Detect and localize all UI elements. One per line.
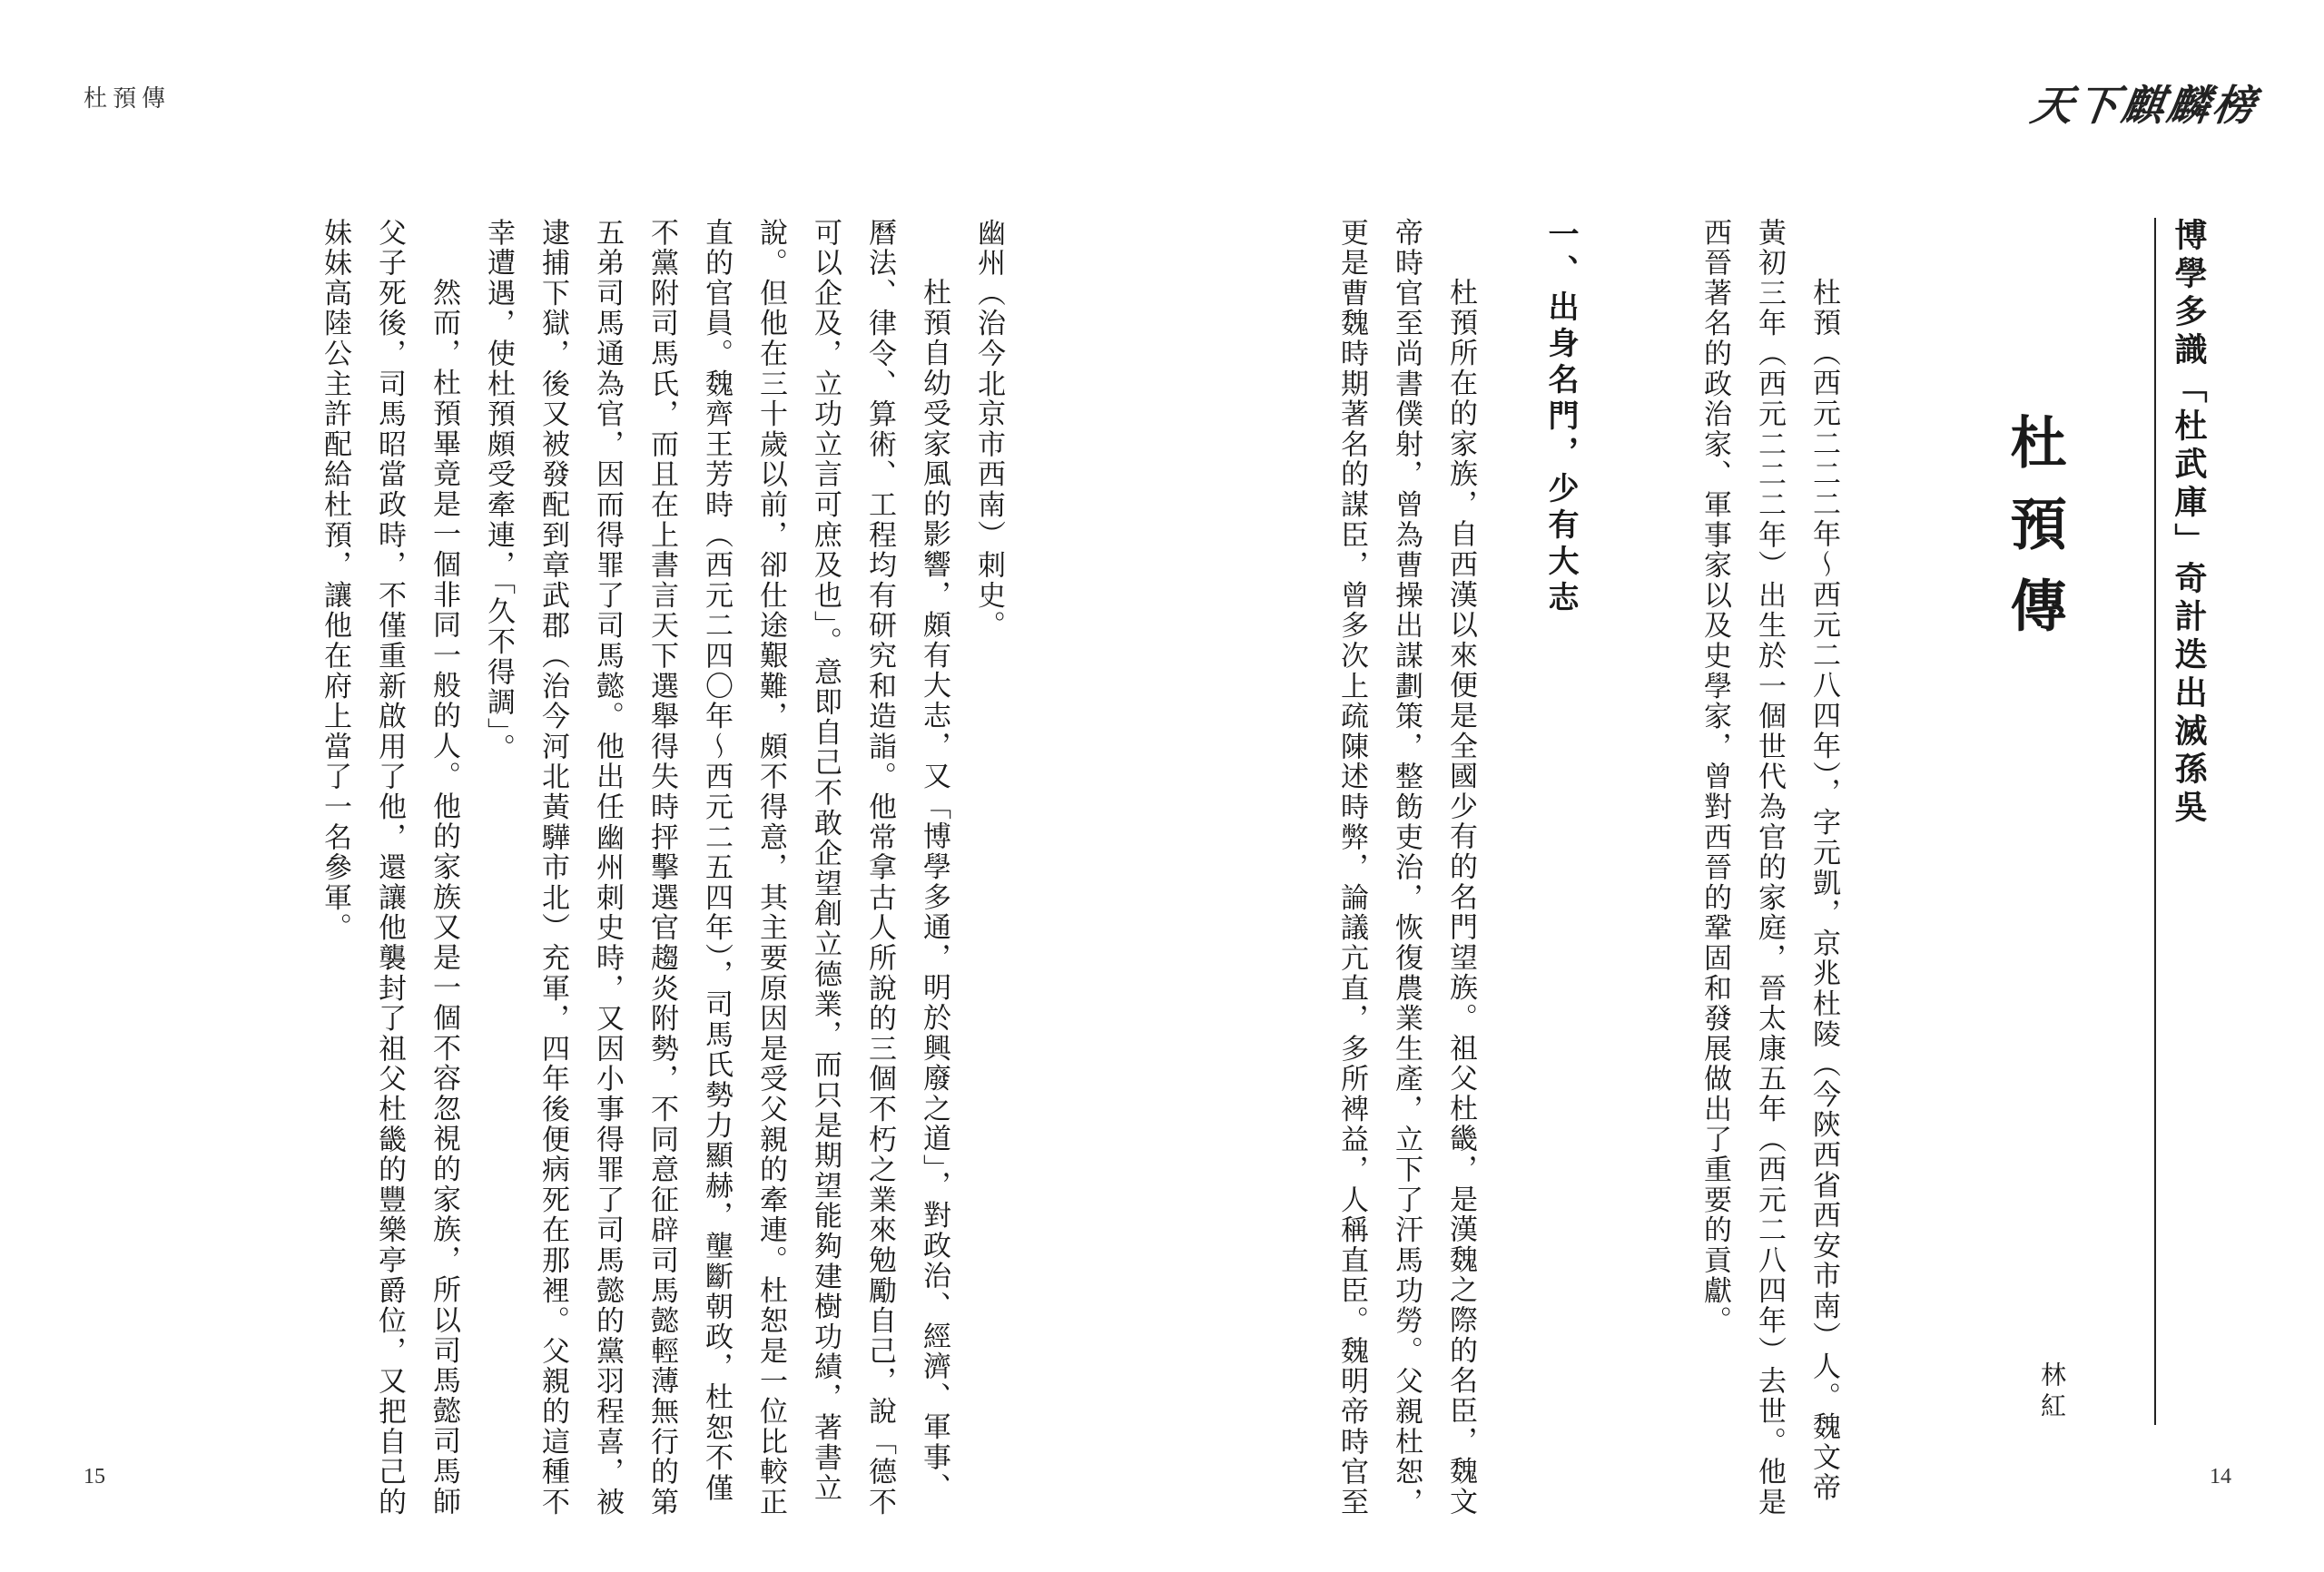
text-column bbox=[799, 218, 852, 1503]
text-column bbox=[1689, 218, 1741, 1336]
text-column bbox=[309, 218, 361, 943]
text-line: 帝時官至尚書僕射，曾為曹操出謀劃策，整飭吏治，恢復農業生產，立下了汗馬功勞。父親杜恕， bbox=[1390, 218, 1423, 1518]
text-line: 杜預自幼受家風的影響，頗有大志，又「博學多通，明於興廢之道」，對政治、經濟、軍事、 bbox=[918, 278, 950, 1503]
title-divider-line bbox=[2154, 218, 2156, 1425]
text-line: 逮捕下獄，後又被發配到章武郡（治今河北黃驊市北）充軍，四年後便病死在那裡。父親的這種不 bbox=[537, 218, 569, 1518]
text-line: 可以企及，立功立言可庶及也」。意即自己不敢企望創立德業，而只是期望能夠建樹功績，著書立 bbox=[809, 218, 842, 1504]
text-line: 幸遭遇，使杜預頗受牽連，「久不得調」。 bbox=[482, 218, 515, 764]
author-name: 林紅 bbox=[2037, 1361, 2067, 1423]
text-column bbox=[908, 218, 960, 1503]
text-line: 曆法、律令、算術、工程均有研究和造詣。他常拿古人所說的三個不朽之業來勉勵自己，說「德不 bbox=[863, 218, 896, 1518]
text-line: 黃初三年（西元二二二年）出生於一個世代為官的家庭，晉太康五年（西元二八四年）去世。他是 bbox=[1753, 218, 1786, 1518]
text-column bbox=[1325, 218, 1378, 1518]
text-line: 杜預（西元二二二年～西元二八四年），字元凱，京兆杜陵（今陝西省西安市南）人。魏文帝 bbox=[1807, 278, 1840, 1503]
text-line: 直的官員。魏齊王芳時（西元二四〇年～西元二五四年），司馬氏勢力顯赫，壟斷朝政，杜恕不僅 bbox=[700, 218, 733, 1504]
text-line: 然而，杜預畢竟是一個非同一般的人。他的家族又是一個不容忽視的家族，所以司馬懿司馬師 bbox=[428, 278, 460, 1518]
text-column bbox=[853, 218, 906, 1518]
text-column bbox=[1380, 218, 1433, 1518]
text-column bbox=[527, 218, 579, 1518]
text-line: 父子死後，司馬昭當政時，不僅重新啟用了他，還讓他襲封了祖父杜畿的豐樂亭爵位，又把自己的 bbox=[373, 218, 406, 1518]
text-column bbox=[962, 218, 1015, 641]
text-line: 五弟司馬通為官，因而得罪了司馬懿。他出任幽州刺史時，又因小事得罪了司馬懿的黨羽程喜，被 bbox=[591, 218, 624, 1518]
text-column bbox=[363, 218, 416, 1518]
text-column bbox=[1797, 218, 1850, 1503]
text-column bbox=[690, 218, 743, 1503]
text-column bbox=[472, 218, 525, 764]
text-column bbox=[635, 218, 688, 1518]
section-heading: 一、出身名門，少有大志 bbox=[1542, 218, 1579, 617]
text-column bbox=[744, 218, 797, 1518]
text-line: 說。但他在三十歲以前，卻仕途艱難，頗不得意，其主要原因是受父親的牽連。杜恕是一位比較正 bbox=[754, 218, 787, 1518]
text-line: 幽州（治今北京市西南）刺史。 bbox=[972, 218, 1005, 642]
text-line: 杜預所在的家族，自西漢以來便是全國少有的名門望族。祖父杜畿，是漢魏之際的名臣，魏文 bbox=[1444, 278, 1477, 1518]
text-line: 更是曹魏時期著名的謀臣，曾多次上疏陳述時弊，論議亢直，多所裨益，人稱直臣。魏明帝時官至 bbox=[1335, 218, 1368, 1518]
series-title: 博學多識「杜武庫」奇計迭出滅孫吳 bbox=[2170, 218, 2208, 828]
running-header: 杜預傳 bbox=[84, 85, 172, 113]
text-line: 妹妹高陸公主許配給杜預，讓他在府上當了一名參軍。 bbox=[319, 218, 351, 944]
page-number: 14 bbox=[2210, 1465, 2231, 1488]
series-logo: 天下麒麟榜 bbox=[2027, 81, 2262, 130]
text-line: 不黨附司馬氏，而且在上書言天下選舉得失時抨擊選官趨炎附勢，不同意征辟司馬懿輕薄無行的第 bbox=[645, 218, 678, 1518]
text-column bbox=[1743, 218, 1796, 1518]
text-column bbox=[418, 218, 470, 1517]
text-column bbox=[581, 218, 634, 1518]
text-column bbox=[1434, 218, 1487, 1517]
text-line: 西晉著名的政治家、軍事家以及史學家，曾對西晉的鞏固和發展做出了重要的貢獻。 bbox=[1699, 218, 1731, 1337]
page-number: 15 bbox=[84, 1465, 105, 1488]
chapter-title: 杜預傳 bbox=[2001, 413, 2067, 658]
